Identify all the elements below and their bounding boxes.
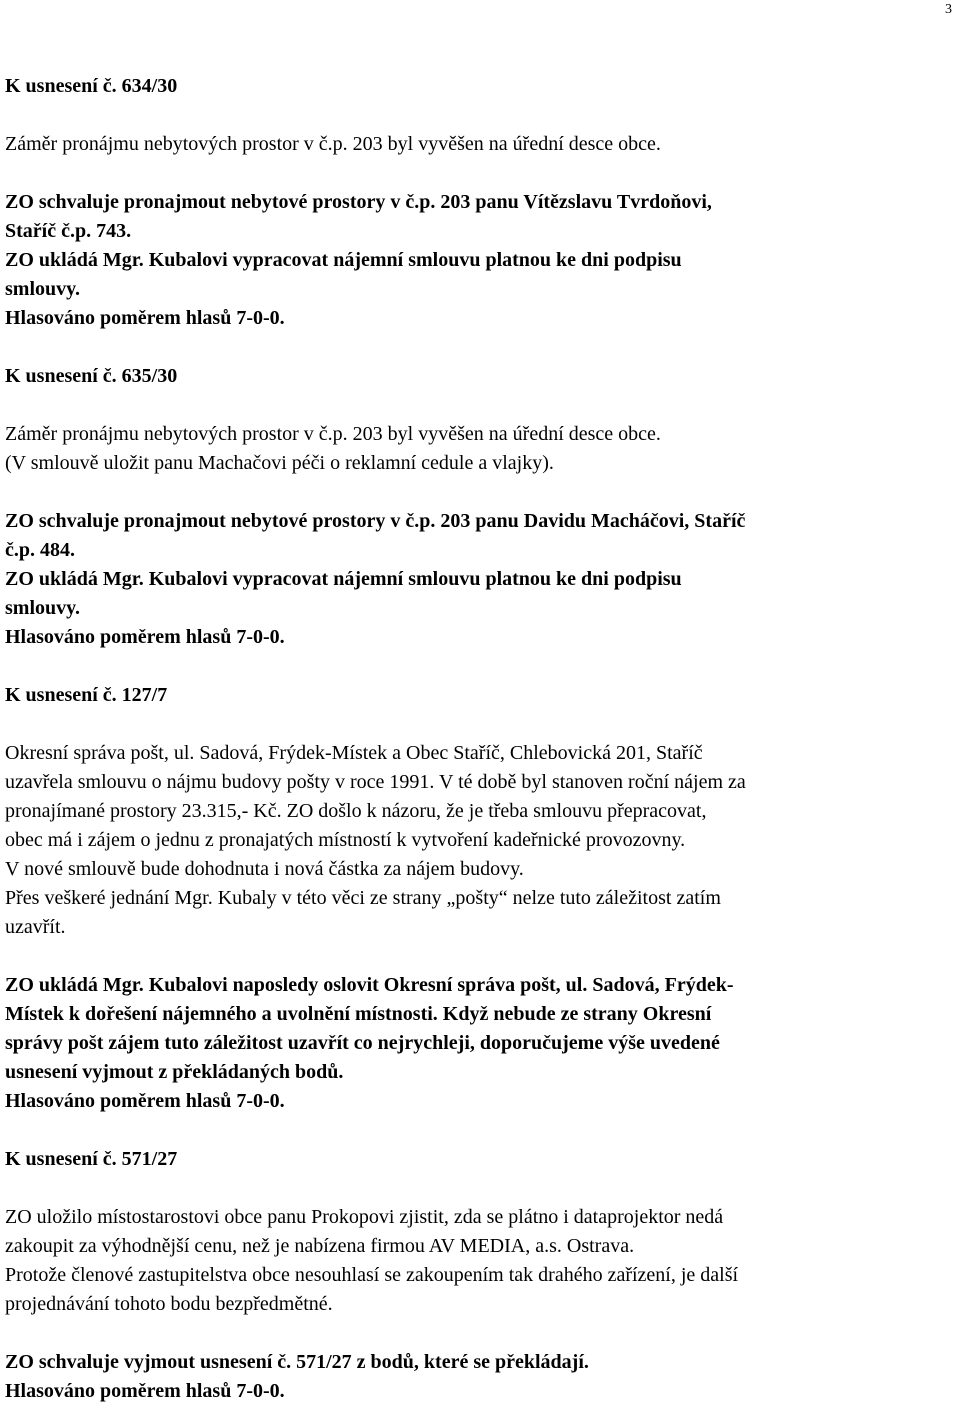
text-line: č.p. 484. — [5, 539, 75, 561]
text-line: Okresní správa pošt, ul. Sadová, Frýdek-Místek a Obec Staříč, Chlebovická 201, Staříč — [5, 742, 703, 764]
text-line: uzavřít. — [5, 916, 66, 938]
resolution-heading-127-7: K usnesení č. 127/7 — [5, 684, 168, 706]
resolution-heading-635-30: K usnesení č. 635/30 — [5, 365, 178, 387]
text-line: (V smlouvě uložit panu Machačovi péči o reklamní cedule a vlajky). — [5, 452, 554, 474]
text-line: uzavřela smlouvu o nájmu budovy pošty v roce 1991. V té době byl stanoven roční nájem za — [5, 771, 746, 793]
text-line: Protože členové zastupitelstva obce nesouhlasí se zakoupením tak drahého zařízení, je další — [5, 1264, 739, 1286]
text-line: usnesení vyjmout z překládaných bodů. — [5, 1061, 344, 1083]
text-line: smlouvy. — [5, 597, 81, 619]
text-line: Místek k dořešení nájemného a uvolnění místnosti. Když nebude ze strany Okresní — [5, 1003, 712, 1025]
text-line: V nové smlouvě bude dohodnuta i nová částka za nájem budovy. — [5, 858, 524, 880]
page-number: 3 — [945, 2, 952, 17]
document-body — [5, 72, 950, 1406]
text-line: ZO schvaluje pronajmout nebytové prostory v č.p. 203 panu Davidu Macháčovi, Staříč — [5, 510, 746, 532]
text-line: Staříč č.p. 743. — [5, 220, 132, 242]
vote-result: Hlasováno poměrem hlasů 7-0-0. — [5, 1090, 285, 1112]
text-line: ZO ukládá Mgr. Kubalovi naposledy oslovit Okresní správa pošt, ul. Sadová, Frýdek- — [5, 974, 734, 996]
text-line: projednávání tohoto bodu bezpředmětné. — [5, 1293, 333, 1315]
text-line: pronajímané prostory 23.315,- Kč. ZO došlo k názoru, že je třeba smlouvu přepracovat, — [5, 800, 707, 822]
text-line: ZO schvaluje pronajmout nebytové prostory v č.p. 203 panu Vítězslavu Tvrdoňovi, — [5, 191, 712, 213]
resolution-heading-634-30: K usnesení č. 634/30 — [5, 75, 178, 97]
text-line: ZO ukládá Mgr. Kubalovi vypracovat nájemní smlouvu platnou ke dni podpisu — [5, 568, 682, 590]
text-line: obec má i zájem o jednu z pronajatých místností k vytvoření kadeřnické provozovny. — [5, 829, 686, 851]
vote-result: Hlasováno poměrem hlasů 7-0-0. — [5, 307, 285, 329]
text-line: ZO uložilo místostarostovi obce panu Prokopovi zjistit, zda se plátno i dataprojektor nedá — [5, 1206, 724, 1228]
text-line: zakoupit za výhodnější cenu, než je nabízena firmou AV MEDIA, a.s. Ostrava. — [5, 1235, 635, 1257]
vote-result: Hlasováno poměrem hlasů 7-0-0. — [5, 626, 285, 648]
text-line: správy pošt zájem tuto záležitost uzavřít co nejrychleji, doporučujeme výše uvedené — [5, 1032, 720, 1054]
vote-result: Hlasováno poměrem hlasů 7-0-0. — [5, 1380, 285, 1402]
text-line: Záměr pronájmu nebytových prostor v č.p. 203 byl vyvěšen na úřední desce obce. — [5, 423, 661, 445]
text-line: ZO schvaluje vyjmout usnesení č. 571/27 z bodů, které se překládají. — [5, 1351, 589, 1373]
text-line: smlouvy. — [5, 278, 81, 300]
text-line: Přes veškeré jednání Mgr. Kubaly v této věci ze strany „pošty“ nelze tuto záležitost zatím — [5, 887, 721, 909]
resolution-heading-571-27: K usnesení č. 571/27 — [5, 1148, 178, 1170]
text-line: ZO ukládá Mgr. Kubalovi vypracovat nájemní smlouvu platnou ke dni podpisu — [5, 249, 682, 271]
text-line: Záměr pronájmu nebytových prostor v č.p. 203 byl vyvěšen na úřední desce obce. — [5, 133, 661, 155]
